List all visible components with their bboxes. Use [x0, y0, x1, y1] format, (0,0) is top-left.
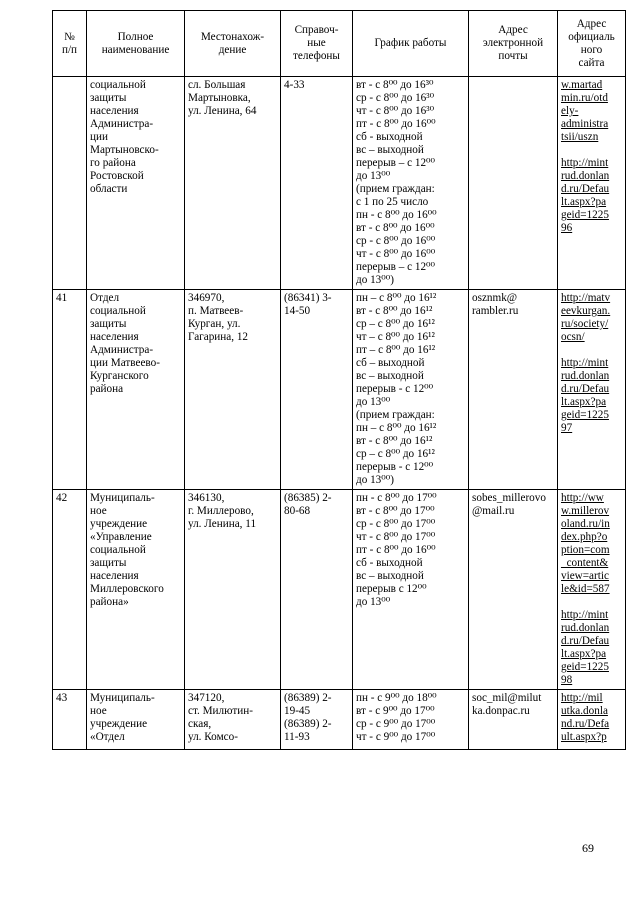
table-header-row [53, 11, 626, 77]
row-num: 43 [53, 690, 87, 750]
row-site-link[interactable]: w.martad min.ru/otd ely- administra tsii/uszn http://mint rud.donlan d.ru/Defau lt.aspx?pa geid=1225 96 [558, 77, 626, 290]
table-row [53, 690, 626, 750]
header-phones: Справоч- ные телефоны [281, 11, 353, 77]
row-email[interactable]: soc_mil@milut ka.donpac.ru [469, 690, 558, 750]
table-row [53, 490, 626, 690]
institutions-table [52, 10, 626, 750]
row-name: социальной защиты населения Администра- ции Мартыновско- го района Ростовской области [87, 77, 185, 290]
row-schedule: пн - с 8⁰⁰ до 17⁰⁰ вт - с 8⁰⁰ до 17⁰⁰ ср - с 8⁰⁰ до 17⁰⁰ чт - с 8⁰⁰ до 17⁰⁰ пт - с 8⁰⁰ до 16⁰⁰ сб - выходной вс – выходной перерыв с 12⁰⁰ до 13⁰⁰ [353, 490, 469, 690]
header-schedule: График работы [353, 11, 469, 77]
row-num [53, 77, 87, 290]
header-site: Адрес официаль ного сайта [558, 11, 626, 77]
row-email [469, 77, 558, 290]
row-num: 42 [53, 490, 87, 690]
row-location: сл. Большая Мартыновка, ул. Ленина, 64 [185, 77, 281, 290]
row-location: 346970, п. Матвеев- Курган, ул. Гагарина, 12 [185, 290, 281, 490]
row-phones: (86385) 2- 80-68 [281, 490, 353, 690]
header-location: Местонахож- дение [185, 11, 281, 77]
table-row [53, 290, 626, 490]
row-name: Муниципаль- ное учреждение «Отдел [87, 690, 185, 750]
row-phones: 4-33 [281, 77, 353, 290]
row-location: 347120, ст. Милютин- ская, ул. Комсо- [185, 690, 281, 750]
row-schedule: пн - с 9⁰⁰ до 18⁰⁰ вт - с 9⁰⁰ до 17⁰⁰ ср - с 9⁰⁰ до 17⁰⁰ чт - с 9⁰⁰ до 17⁰⁰ [353, 690, 469, 750]
row-name: Отдел социальной защиты населения Администра- ции Матвеево- Курганского района [87, 290, 185, 490]
header-num: № п/п [53, 11, 87, 77]
table-row [53, 77, 626, 290]
row-site-link[interactable]: http://matv eevkurgan. ru/society/ ocsn/ http://mint rud.donlan d.ru/Defau lt.aspx?pa geid=1225 97 [558, 290, 626, 490]
header-name: Полное наименование [87, 11, 185, 77]
row-name: Муниципаль- ное учреждение «Управление социальной защиты населения Миллеровского района» [87, 490, 185, 690]
row-email[interactable]: osznmk@ rambler.ru [469, 290, 558, 490]
row-schedule: вт - с 8⁰⁰ до 16³⁰ ср - с 8⁰⁰ до 16³⁰ чт - с 8⁰⁰ до 16³⁰ пт - с 8⁰⁰ до 16⁰⁰ сб - выходной вс – выходной перерыв – с 12⁰⁰ до 13⁰⁰ (прием граждан: с 1 по 25 число пн - с 8⁰⁰ до 16⁰⁰ вт - с 8⁰⁰ до 16⁰⁰ ср - с 8⁰⁰ до 16⁰⁰ чт - с 8⁰⁰ до 16⁰⁰ перерыв – с 12⁰⁰ до 13⁰⁰) [353, 77, 469, 290]
row-site-link[interactable]: http://mil utka.donla nd.ru/Defa ult.aspx?p [558, 690, 626, 750]
row-location: 346130, г. Миллерово, ул. Ленина, 11 [185, 490, 281, 690]
row-email[interactable]: sobes_millerovo @mail.ru [469, 490, 558, 690]
page-number: 69 [582, 841, 594, 855]
row-phones: (86389) 2- 19-45 (86389) 2- 11-93 [281, 690, 353, 750]
row-schedule: пн – с 8⁰⁰ до 16¹² вт - с 8⁰⁰ до 16¹² ср – с 8⁰⁰ до 16¹² чт – с 8⁰⁰ до 16¹² пт – с 8⁰⁰ до 16¹² сб – выходной вс – выходной перерыв - с 12⁰⁰ до 13⁰⁰ (прием граждан: пн – с 8⁰⁰ до 16¹² вт - с 8⁰⁰ до 16¹² ср – с 8⁰⁰ до 16¹² перерыв - с 12⁰⁰ до 13⁰⁰) [353, 290, 469, 490]
header-email: Адрес электронной почты [469, 11, 558, 77]
row-site-link[interactable]: http://ww w.millerov oland.ru/in dex.php?o ption=com _content& view=artic le&id=587 http://mint rud.donlan d.ru/Defau lt.aspx?pa geid=1225 98 [558, 490, 626, 690]
row-num: 41 [53, 290, 87, 490]
row-phones: (86341) 3- 14-50 [281, 290, 353, 490]
